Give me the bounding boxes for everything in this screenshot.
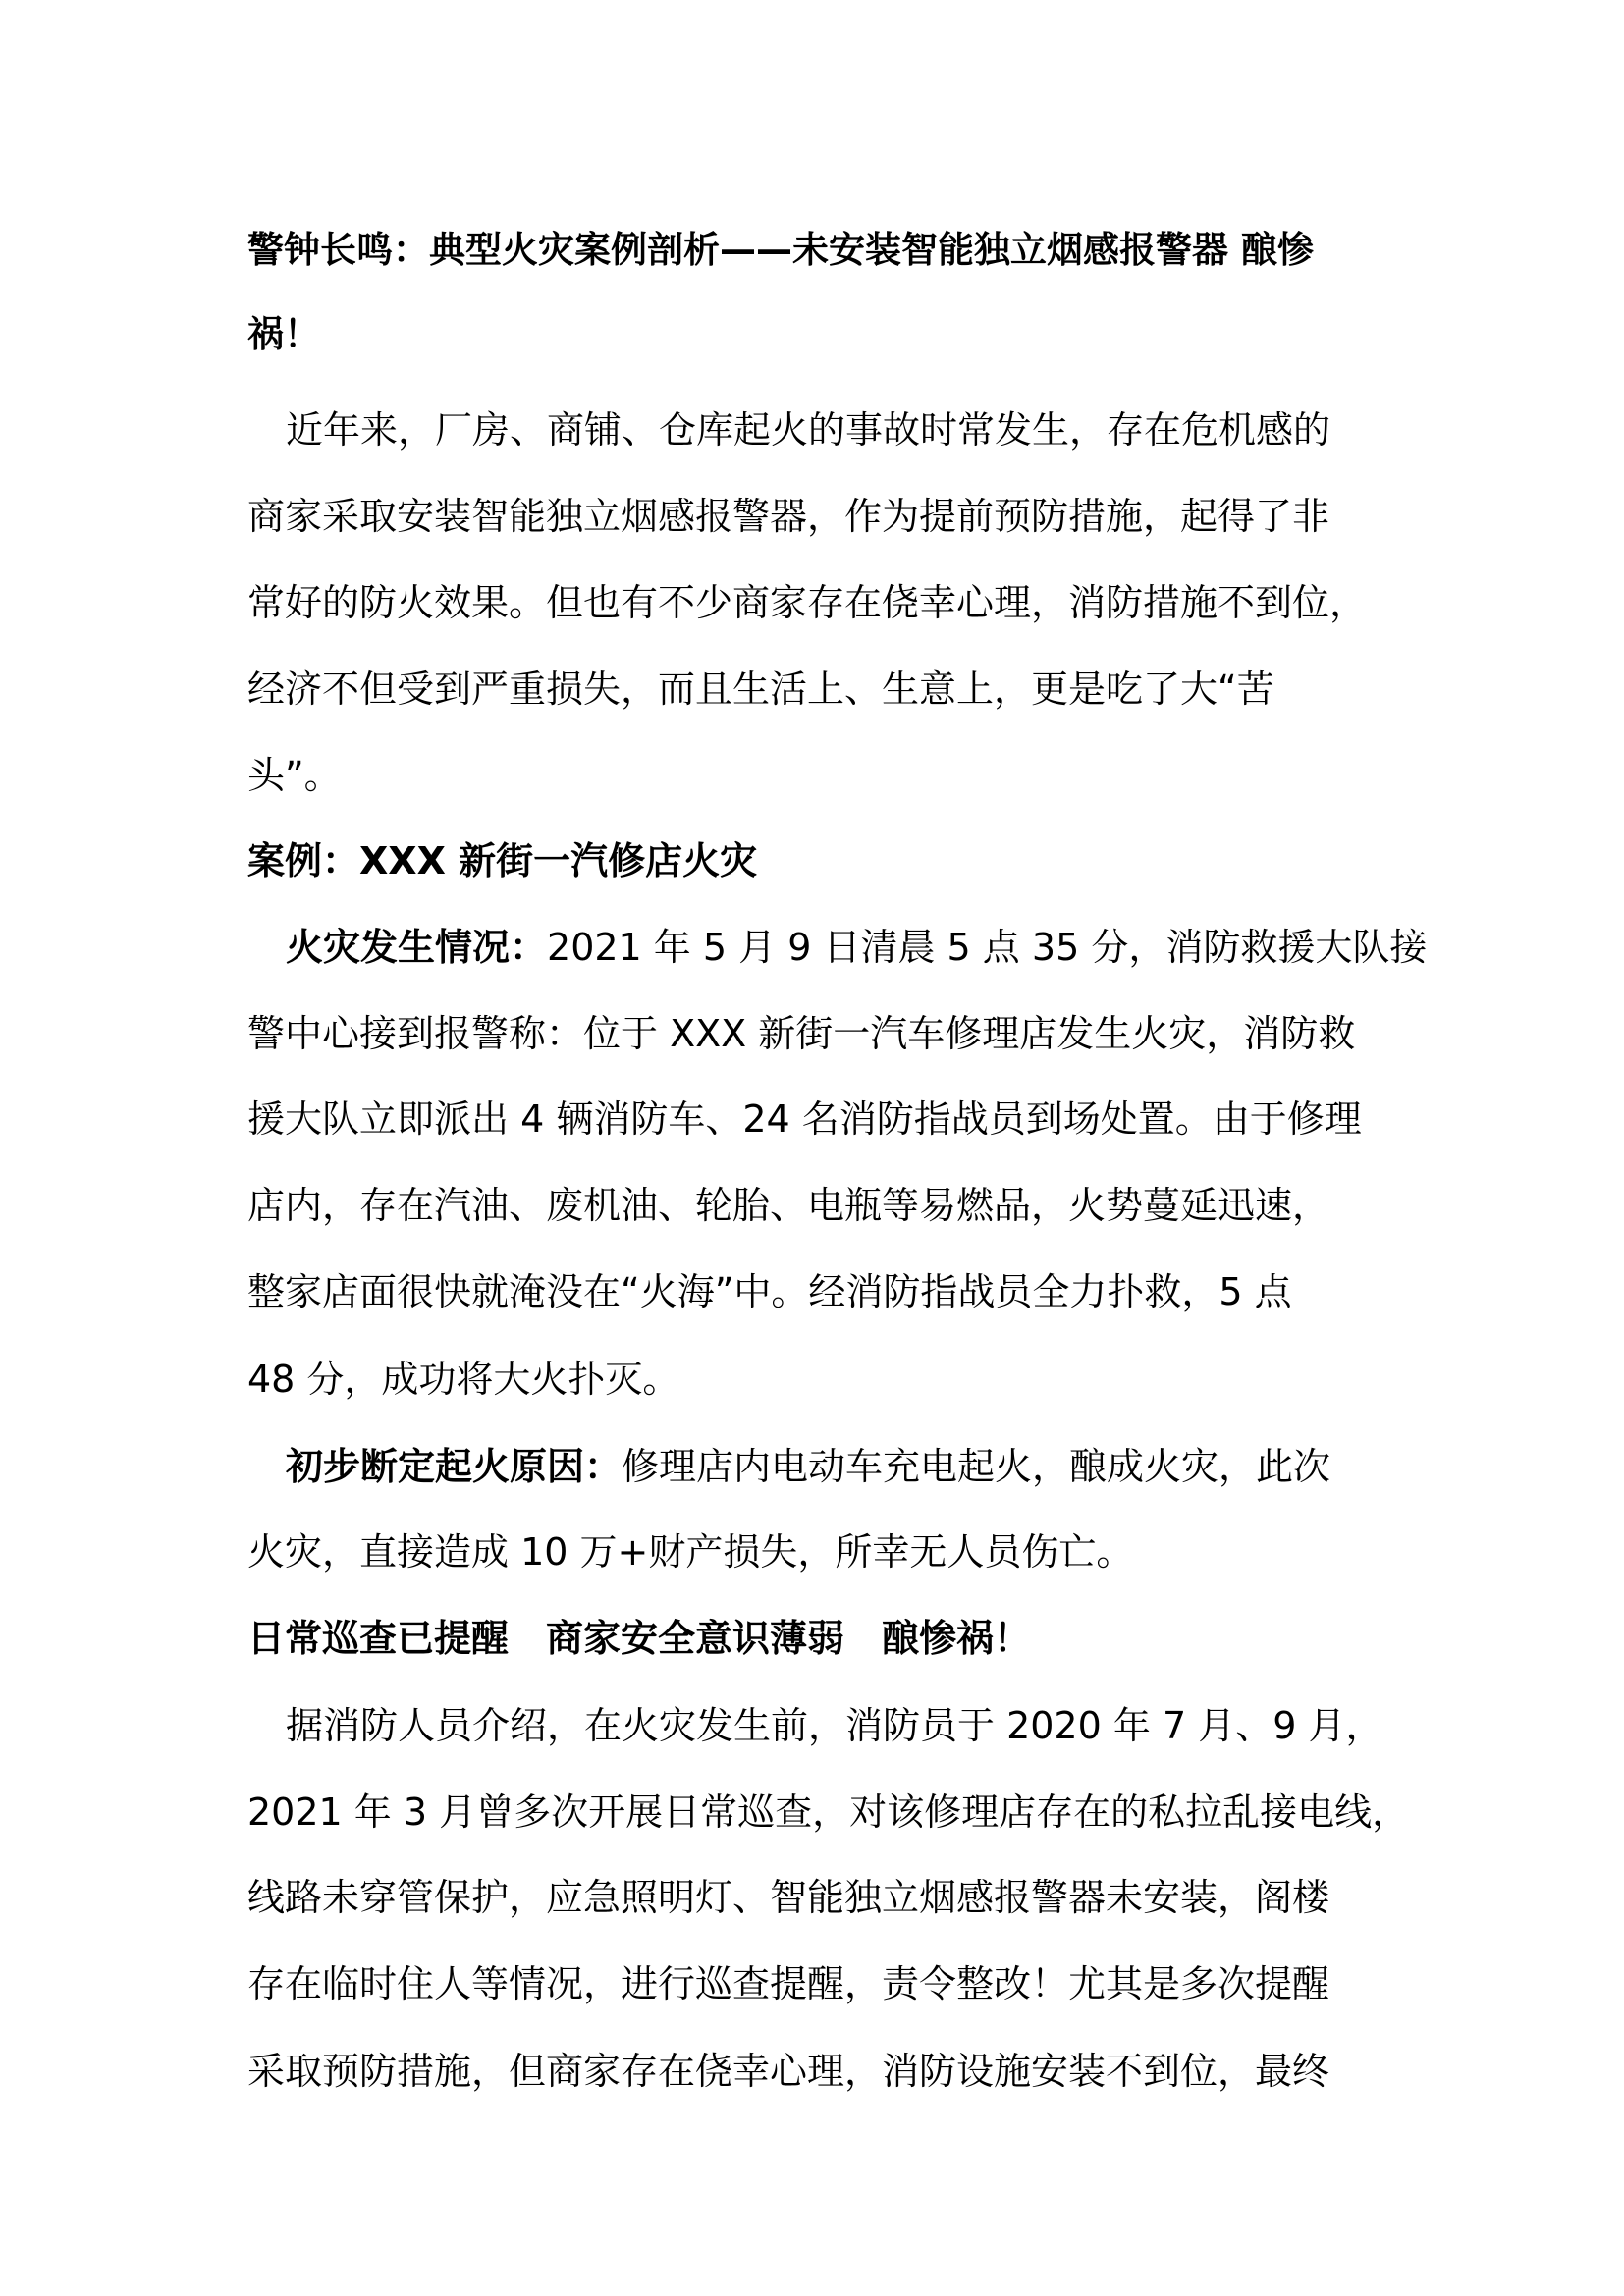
case-heading: 案例：XXX 新街一汽修店火灾 [247, 839, 758, 882]
fire-situation-line: 整家店面很快就淹没在“火海”中。经消防指战员全力扑救，5 点 [247, 1270, 1292, 1313]
patrol-paragraph-line: 据消防人员介绍，在火灾发生前，消防员于 2020 年 7 月、9 月， [286, 1704, 1383, 1747]
patrol-paragraph-line: 存在临时住人等情况，进行巡查提醒，责令整改！尤其是多次提醒 [247, 1962, 1330, 2005]
patrol-paragraph-line: 线路未穿管保护，应急照明灯、智能独立烟感报警器未安装，阁楼 [247, 1876, 1330, 1919]
page-title-line-2: 祸！ [247, 313, 320, 355]
intro-paragraph-line: 常好的防火效果。但也有不少商家存在侥幸心理，消防措施不到位， [247, 581, 1368, 624]
fire-situation-line: 店内，存在汽油、废机油、轮胎、电瓶等易燃品，火势蔓延迅速， [247, 1184, 1330, 1227]
intro-paragraph-line: 商家采取安装智能独立烟感报警器，作为提前预防措施，起得了非 [247, 495, 1330, 538]
fire-cause-line: 火灾，直接造成 10 万+财产损失，所幸无人员伤亡。 [247, 1530, 1134, 1574]
patrol-paragraph-line: 采取预防措施，但商家存在侥幸心理，消防设施安装不到位，最终 [247, 2050, 1330, 2093]
fire-situation-line: 警中心接到报警称：位于 XXX 新街一汽车修理店发生火灾，消防救 [247, 1012, 1356, 1055]
fire-cause-text: 修理店内电动车充电起火，酿成火灾，此次 [622, 1445, 1331, 1488]
fire-situation-line: 48 分，成功将大火扑灭。 [247, 1358, 680, 1401]
intro-paragraph-line: 头”。 [247, 754, 342, 797]
fire-situation-label: 火灾发生情况： [286, 926, 548, 969]
fire-situation-line: 援大队立即派出 4 辆消防车、24 名消防指战员到场处置。由于修理 [247, 1097, 1362, 1141]
patrol-paragraph-line: 2021 年 3 月曾多次开展日常巡查，对该修理店存在的私拉乱接电线， [247, 1790, 1410, 1834]
fire-cause-label: 初步断定起火原因： [286, 1445, 623, 1488]
page-title-line-1: 警钟长鸣：典型火灾案例剖析——未安装智能独立烟感报警器 酿惨 [247, 229, 1314, 271]
fire-cause-first-line [286, 1445, 1331, 1488]
intro-paragraph-line: 近年来，厂房、商铺、仓库起火的事故时常发生，存在危机感的 [286, 408, 1331, 452]
fire-situation-first-line [286, 926, 1428, 969]
patrol-heading: 日常巡查已提醒 商家安全意识薄弱 酿惨祸！ [247, 1617, 1032, 1660]
intro-paragraph-line: 经济不但受到严重损失，而且生活上、生意上，更是吃了大“苦 [247, 667, 1274, 711]
fire-situation-text: 2021 年 5 月 9 日清晨 5 点 35 分，消防救援大队接 [547, 926, 1428, 969]
